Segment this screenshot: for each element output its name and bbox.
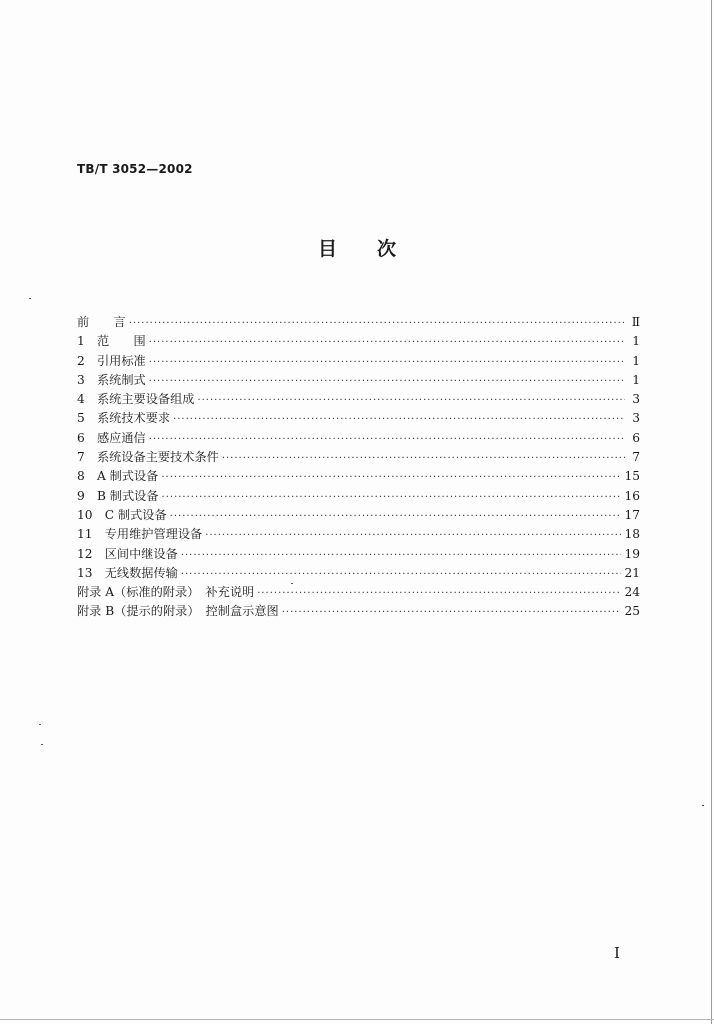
scan-speck xyxy=(29,298,31,299)
toc-leader-dots xyxy=(162,492,622,503)
toc-row[interactable] xyxy=(77,487,640,506)
toc-leader-dots xyxy=(257,588,621,599)
toc-entry-label: 9 B 制式设备 xyxy=(77,488,159,503)
toc-entry-label: 4 系统主要设备组成 xyxy=(77,392,195,407)
toc-entry-label: 6 感应通信 xyxy=(77,430,146,445)
toc-entry-page: 25 xyxy=(624,604,640,619)
toc-row[interactable] xyxy=(77,371,640,390)
toc-entry-label: 10 C 制式设备 xyxy=(77,507,167,522)
toc-row[interactable] xyxy=(77,429,640,448)
toc-entry-label: 附录 A（标准的附录） 补充说明 xyxy=(77,585,255,600)
toc-leader-dots xyxy=(282,607,622,618)
toc-entry-page: 3 xyxy=(632,411,640,426)
standard-number: TB/T 3052—2002 xyxy=(77,162,193,176)
toc-entry-label: 13 无线数据传输 xyxy=(77,565,178,580)
toc-entry-page: 21 xyxy=(624,565,640,580)
toc-entry-page: 24 xyxy=(624,585,640,600)
toc-leader-dots xyxy=(149,434,625,445)
toc-entry-page: 16 xyxy=(624,488,640,503)
toc-row[interactable] xyxy=(77,390,640,409)
toc-entry-label: 附录 B（提示的附录） 控制盒示意图 xyxy=(77,604,279,619)
toc-leader-dots xyxy=(149,337,625,348)
toc-entry-label: 5 系统技术要求 xyxy=(77,411,171,426)
scan-speck xyxy=(702,805,704,806)
toc-entry-page: 7 xyxy=(632,450,640,465)
toc-entry-label: 7 系统设备主要技术条件 xyxy=(77,450,219,465)
toc-row[interactable] xyxy=(77,564,640,583)
toc-row[interactable] xyxy=(77,525,640,544)
scan-speck xyxy=(291,583,293,584)
scan-edge-right xyxy=(711,0,712,1024)
toc-entry-label: 1 范 围 xyxy=(77,334,146,349)
toc-entry-page: 17 xyxy=(624,507,640,522)
toc-entry-page: 3 xyxy=(632,392,640,407)
toc-row[interactable] xyxy=(77,313,640,332)
toc-entry-page: Ⅱ xyxy=(631,315,640,329)
toc-entry-page: 1 xyxy=(632,334,640,349)
toc-entry-page: 18 xyxy=(624,527,640,542)
toc-leader-dots xyxy=(173,414,625,425)
toc-entry-label: 8 A 制式设备 xyxy=(77,469,159,484)
toc-entry-page: 19 xyxy=(624,546,640,561)
toc-leader-dots xyxy=(129,318,625,329)
toc-leader-dots xyxy=(205,530,621,541)
toc-leader-dots xyxy=(197,395,625,406)
toc-entry-page: 1 xyxy=(632,372,640,387)
scan-speck xyxy=(39,724,41,725)
toc-row[interactable] xyxy=(77,467,640,486)
toc-leader-dots xyxy=(181,569,622,580)
toc-leader-dots xyxy=(181,550,622,561)
toc-entry-label: 2 引用标准 xyxy=(77,353,146,368)
page-number: I xyxy=(614,944,620,962)
toc-leader-dots xyxy=(161,472,621,483)
toc-row[interactable] xyxy=(77,409,640,428)
scan-edge-bottom xyxy=(0,1019,714,1020)
toc-entry-page: 6 xyxy=(632,430,640,445)
toc-leader-dots xyxy=(149,357,625,368)
toc-entry-label: 11 专用维护管理设备 xyxy=(77,527,203,542)
toc-entry-label: 3 系统制式 xyxy=(77,372,146,387)
toc-entry-page: 15 xyxy=(624,469,640,484)
toc-entry-page: 1 xyxy=(632,353,640,368)
table-of-contents xyxy=(77,313,640,622)
toc-leader-dots xyxy=(149,376,625,387)
toc-leader-dots xyxy=(170,511,622,522)
toc-row[interactable] xyxy=(77,583,640,602)
toc-entry-label: 12 区间中继设备 xyxy=(77,546,178,561)
toc-row[interactable] xyxy=(77,448,640,467)
toc-row[interactable] xyxy=(77,332,640,351)
toc-row[interactable] xyxy=(77,602,640,621)
toc-entry-label: 前 言 xyxy=(77,315,126,329)
toc-title: 目次 xyxy=(318,238,437,260)
scan-speck xyxy=(41,744,43,745)
toc-leader-dots xyxy=(222,453,625,464)
toc-row[interactable] xyxy=(77,352,640,371)
toc-row[interactable] xyxy=(77,545,640,564)
toc-row[interactable] xyxy=(77,506,640,525)
